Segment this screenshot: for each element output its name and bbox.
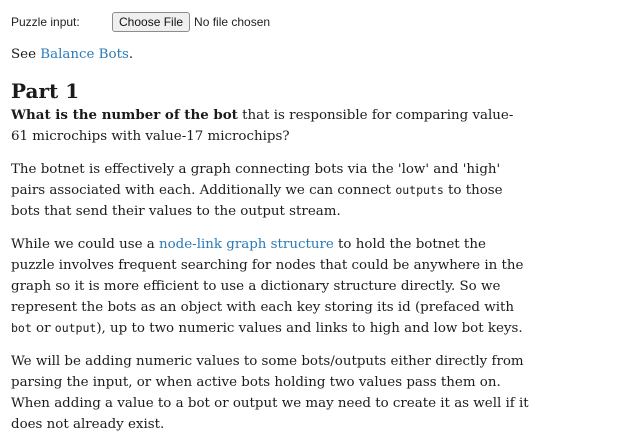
structure-text-3: or — [31, 321, 55, 336]
file-status-text: No file chosen — [194, 15, 271, 29]
adding-values-paragraph: We will be adding numeric values to some bots/outputs either directly from parsing the input, or when active bots holding two values pass them on. When adding a value to a bot or output we may need to create it as well if it does not already exist. — [11, 354, 529, 432]
botnet-text-2: to those bots that send their values to the output stream. — [11, 183, 503, 219]
balance-bots-link[interactable]: Balance Bots — [40, 47, 129, 62]
article-content — [11, 44, 529, 447]
botnet-paragraph — [11, 159, 529, 222]
see-line — [11, 44, 529, 65]
bot-code: bot — [11, 321, 32, 335]
see-prefix: See — [11, 47, 41, 62]
choose-file-button[interactable]: Choose File — [112, 12, 190, 32]
puzzle-input-row — [11, 11, 270, 33]
question-rest: that is responsible for comparing value-61 microchips with value-17 microchips? — [11, 108, 514, 144]
node-link-graph-link[interactable]: node-link graph structure — [159, 237, 334, 252]
part1-heading: Part 1 — [11, 79, 80, 103]
outputs-code: outputs — [395, 183, 444, 197]
structure-text-4: ), up to two numeric values and links to high and low bot keys. — [96, 321, 523, 336]
botnet-text-1: The botnet is effectively a graph connecting bots via the 'low' and 'high' pairs associated with each. Additionally we can connect — [11, 162, 501, 198]
puzzle-input-label: Puzzle input: — [11, 15, 80, 29]
part1-question — [11, 105, 529, 147]
structure-paragraph — [11, 234, 529, 339]
output-code: output — [54, 321, 97, 335]
see-suffix: . — [128, 47, 134, 62]
question-bold: What is the number of the bot — [11, 107, 238, 123]
structure-text-2: to hold the botnet the puzzle involves frequent searching for nodes that could be anywhere in the graph so it is more efficient to use a dictionary structure directly. So we represent the bots as an object with each key storing its id (prefaced with — [11, 237, 524, 315]
structure-text-1: While we could use a — [11, 237, 159, 252]
